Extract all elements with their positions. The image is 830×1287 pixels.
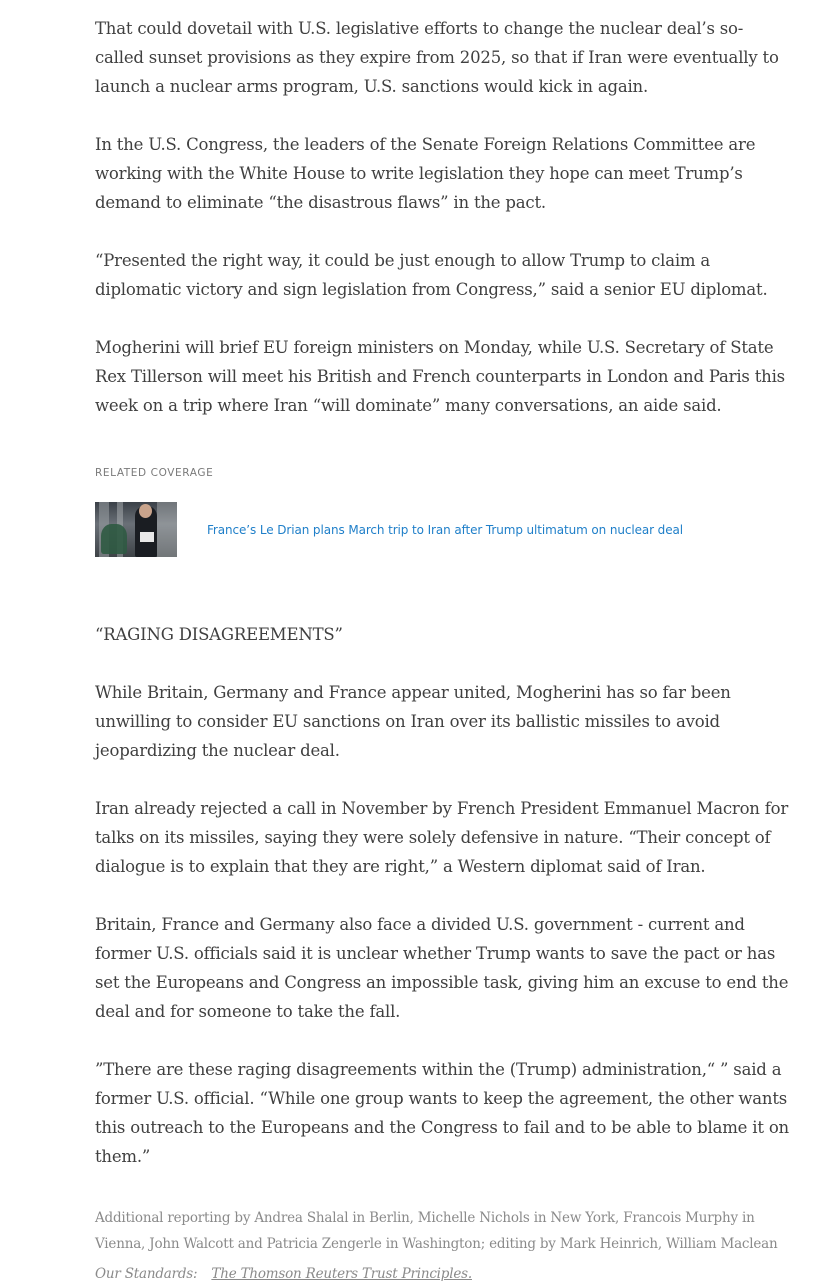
article-body <box>95 14 790 1287</box>
related-article-item[interactable] <box>95 502 790 557</box>
standards-label: Our Standards: <box>95 1266 198 1282</box>
trust-principles-link[interactable]: The Thomson Reuters Trust Principles. <box>211 1266 472 1282</box>
article-paragraph: Britain, France and Germany also face a divided U.S. government - current and former U.S. officials said it is unclear whether Trump wants to save the pact or has set the Europeans and Congress an impossible task, giving him an excuse to end the deal and for someone to take the fall. <box>95 915 789 1021</box>
article-paragraph: While Britain, Germany and France appear united, Mogherini has so far been unwilling to consider EU sanctions on Iran over its ballistic missiles to avoid jeopardizing the nuclear deal. <box>95 683 731 760</box>
related-article-thumbnail[interactable] <box>95 502 177 557</box>
article-paragraph: ”There are these raging disagreements within the (Trump) administration,“ ” said a former U.S. official. “While one group wants to keep the agreement, the other wants this outreach to the Europeans and the Congress to fail and to be able to blame it on them.” <box>95 1060 789 1166</box>
reporting-credits: Additional reporting by Andrea Shalal in Berlin, Michelle Nichols in New York, Francois Murphy in Vienna, John Walcott and Patricia Zengerle in Washington; editing by Mark Heinrich, William Maclean <box>95 1210 778 1252</box>
article-paragraph: In the U.S. Congress, the leaders of the Senate Foreign Relations Committee are working with the White House to write legislation they hope can meet Trump’s demand to eliminate “the disastrous flaws” in the pact. <box>95 135 756 212</box>
article-paragraph: Iran already rejected a call in November by French President Emmanuel Macron for talks on its missiles, saying they were solely defensive in nature. “Their concept of dialogue is to explain that they are right,” a Western diplomat said of Iran. <box>95 799 789 876</box>
related-coverage <box>95 466 790 557</box>
article-paragraph: Mogherini will brief EU foreign ministers on Monday, while U.S. Secretary of State Rex Tillerson will meet his British and French counterparts in London and Paris this week on a trip where Iran “will dominate” many conversations, an aide said. <box>95 338 785 415</box>
article-paragraph: “Presented the right way, it could be just enough to allow Trump to claim a diplomatic victory and sign legislation from Congress,” said a senior EU diplomat. <box>95 251 768 299</box>
section-subhead: “RAGING DISAGREEMENTS” <box>95 625 343 644</box>
standards-line <box>95 1261 790 1287</box>
related-coverage-label: RELATED COVERAGE <box>95 467 214 479</box>
article-paragraph: That could dovetail with U.S. legislative efforts to change the nuclear deal’s so-called sunset provisions as they expire from 2025, so that if Iran were eventually to launch a nuclear arms program, U.S. sanctions would kick in again. <box>95 19 779 96</box>
related-article-link[interactable]: France’s Le Drian plans March trip to Iran after Trump ultimatum on nuclear deal <box>207 522 683 537</box>
